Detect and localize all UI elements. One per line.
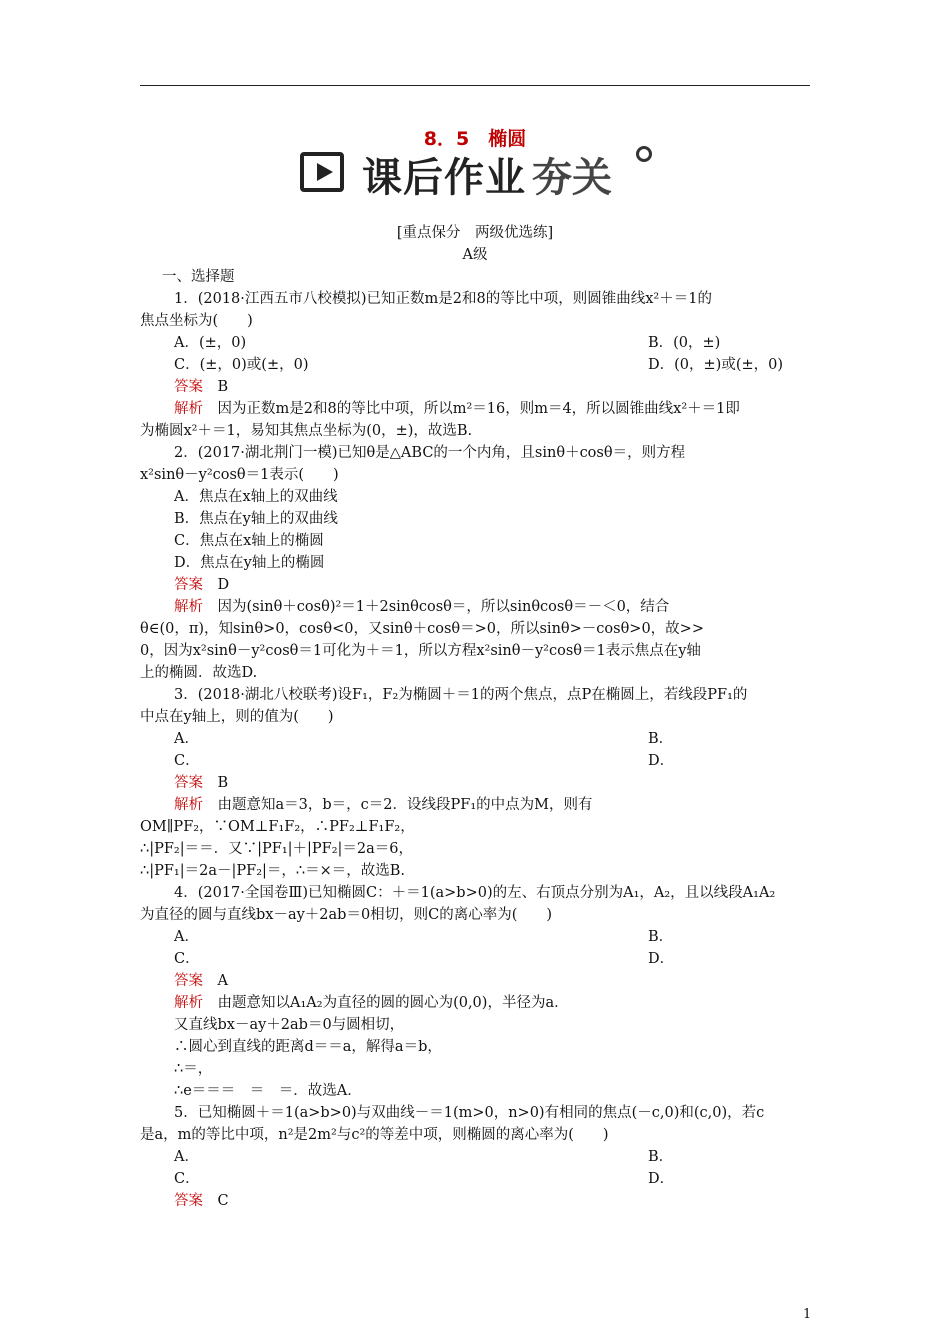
level-label: A级	[462, 247, 488, 263]
answer-label: 答案	[174, 973, 203, 989]
q3-stem-line1: 3．(2018·湖北八校联考)设F₁，F₂为椭圆＋＝1的两个焦点，点P在椭圆上，若线段PF₁的	[174, 687, 748, 703]
q2-option-b: B．焦点在y轴上的双曲线	[174, 511, 338, 527]
q1-options-row1	[140, 332, 844, 354]
page-number: 1	[803, 1307, 812, 1322]
q1-stem-line2: 焦点坐标为( )	[140, 313, 253, 329]
q2-analysis-line4: 上的椭圆．故选D.	[140, 665, 258, 681]
play-icon	[300, 152, 344, 192]
q2-option-a: A．焦点在x轴上的双曲线	[174, 489, 338, 505]
answer-label: 答案	[174, 1193, 203, 1209]
section-heading: 一、选择题	[162, 269, 235, 285]
answer-value: B	[217, 379, 229, 395]
q4-analysis-line4: ∴＝，	[174, 1061, 213, 1077]
q2-analysis-line3: 0，因为x²sinθ－y²cosθ＝1可化为＋＝1，所以方程x²sinθ－y²cosθ＝1表示焦点在y轴	[140, 643, 701, 659]
q3-option-b: B．	[648, 731, 674, 747]
q4-options-row2	[140, 948, 844, 970]
q5-stem-line2: 是a，m的等比中项，n²是2m²与c²的等差中项，则椭圆的离心率为( )	[140, 1127, 609, 1143]
answer-value: C	[217, 1193, 229, 1209]
q1-analysis-line2: 为椭圆x²＋＝1，易知其焦点坐标为(0，±)，故选B.	[140, 423, 473, 439]
q5-option-c: C．	[174, 1171, 200, 1187]
analysis-label: 解析	[174, 995, 203, 1011]
answer-value: B	[217, 775, 229, 791]
q1-option-d: D．(0，±)或(±，0)	[648, 357, 784, 373]
q4-option-a: A．	[174, 929, 199, 945]
page-title: 8．5 椭圆	[423, 128, 527, 150]
q1-options-row2	[140, 354, 844, 376]
analysis-text: 因为正数m是2和8的等比中项，所以m²＝16，则m＝4，所以圆锥曲线x²＋＝1即	[203, 401, 740, 417]
q3-option-d: D．	[648, 753, 675, 769]
q2-analysis-line2: θ∈(0，π)，知sinθ>0，cosθ<0，又sinθ＋cosθ＝>0，所以sinθ>－cosθ>0，故>>	[140, 621, 704, 637]
q2-option-d: D．焦点在y轴上的椭圆	[174, 555, 325, 571]
q1-option-b: B．(0，±)	[648, 335, 721, 351]
q4-analysis-line3: ∴圆心到直线的距离d＝＝a，解得a＝b，	[174, 1039, 442, 1055]
q2-option-c: C．焦点在x轴上的椭圆	[174, 533, 324, 549]
analysis-text: 由题意知以A₁A₂为直径的圆的圆心为(0,0)，半径为a．	[203, 995, 569, 1011]
top-rule	[140, 85, 810, 86]
q1-stem-line1: 1．(2018·江西五市八校模拟)已知正数m是2和8的等比中项，则圆锥曲线x²＋＝1的	[174, 291, 712, 307]
banner-text: 课后作业	[362, 155, 526, 201]
answer-label: 答案	[174, 577, 203, 593]
q3-options-row2	[140, 750, 844, 772]
homework-banner	[300, 146, 652, 202]
q5-stem-line1: 5．已知椭圆＋＝1(a>b>0)与双曲线－＝1(m>0，n>0)有相同的焦点(－c,0)和(c,0)，若c	[174, 1105, 765, 1121]
q1-option-c: C．(±，0)或(±，0)	[174, 357, 309, 373]
subtitle: [重点保分 两级优选练]	[396, 225, 554, 241]
q2-stem-line2: x²sinθ－y²cosθ＝1表示( )	[140, 467, 339, 483]
q3-option-c: C．	[174, 753, 200, 769]
analysis-text: 因为(sinθ＋cosθ)²＝1＋2sinθcosθ＝，所以sinθcosθ＝－＜0，结合	[203, 599, 670, 615]
analysis-label: 解析	[174, 797, 203, 813]
q5-options-row1	[140, 1146, 844, 1168]
analysis-label: 解析	[174, 599, 203, 615]
q4-option-b: B．	[648, 929, 674, 945]
q3-analysis-line2: OM∥PF₂，∵OM⊥F₁F₂，∴PF₂⊥F₁F₂，	[140, 819, 415, 835]
q1-option-a: A．(±，0)	[174, 335, 247, 351]
q3-answer	[140, 772, 844, 794]
q5-answer	[140, 1190, 844, 1212]
answer-value: A	[217, 973, 228, 989]
q5-option-b: B．	[648, 1149, 674, 1165]
q4-option-d: D．	[648, 951, 675, 967]
answer-label: 答案	[174, 379, 203, 395]
q2-analysis-line1	[140, 596, 844, 618]
q1-answer	[140, 376, 844, 398]
q4-analysis-line2: 又直线bx－ay＋2ab＝0与圆相切，	[174, 1017, 405, 1033]
q4-analysis-line5: ∴e＝＝＝ ＝ ＝．故选A．	[174, 1083, 362, 1099]
analysis-label: 解析	[174, 401, 203, 417]
q4-answer	[140, 970, 844, 992]
q3-analysis-line3: ∴|PF₂|＝＝．又∵|PF₁|＋|PF₂|＝2a＝6，	[140, 841, 414, 857]
q5-option-a: A．	[174, 1149, 199, 1165]
q1-analysis-line1	[140, 398, 844, 420]
q4-stem-line1: 4．(2017·全国卷Ⅲ)已知椭圆C：＋＝1(a>b>0)的左、右顶点分别为A₁，A₂，且以线段A₁A₂	[174, 885, 776, 901]
q5-option-d: D．	[648, 1171, 675, 1187]
q2-stem-line1: 2．(2017·湖北荆门一模)已知θ是△ABC的一个内角，且sinθ＋cosθ＝，则方程	[174, 445, 686, 461]
q4-options-row1	[140, 926, 844, 948]
q3-analysis-line4: ∴|PF₁|＝2a－|PF₂|＝，∴＝×＝，故选B.	[140, 863, 406, 879]
q4-option-c: C．	[174, 951, 200, 967]
analysis-text: 由题意知a＝3，b＝，c＝2．设线段PF₁的中点为M，则有	[203, 797, 593, 813]
q4-analysis-line1	[140, 992, 844, 1014]
answer-label: 答案	[174, 775, 203, 791]
q5-options-row2	[140, 1168, 844, 1190]
q3-stem-line2: 中点在y轴上，则的值为( )	[140, 709, 334, 725]
brand-logo-icon	[636, 146, 652, 162]
q3-analysis-line1	[140, 794, 844, 816]
q3-option-a: A．	[174, 731, 199, 747]
q2-answer	[140, 574, 844, 596]
answer-value: D	[217, 577, 230, 593]
q4-stem-line2: 为直径的圆与直线bx－ay＋2ab＝0相切，则C的离心率为( )	[140, 907, 553, 923]
q3-options-row1	[140, 728, 844, 750]
banner-brand: 夯关	[532, 155, 612, 201]
